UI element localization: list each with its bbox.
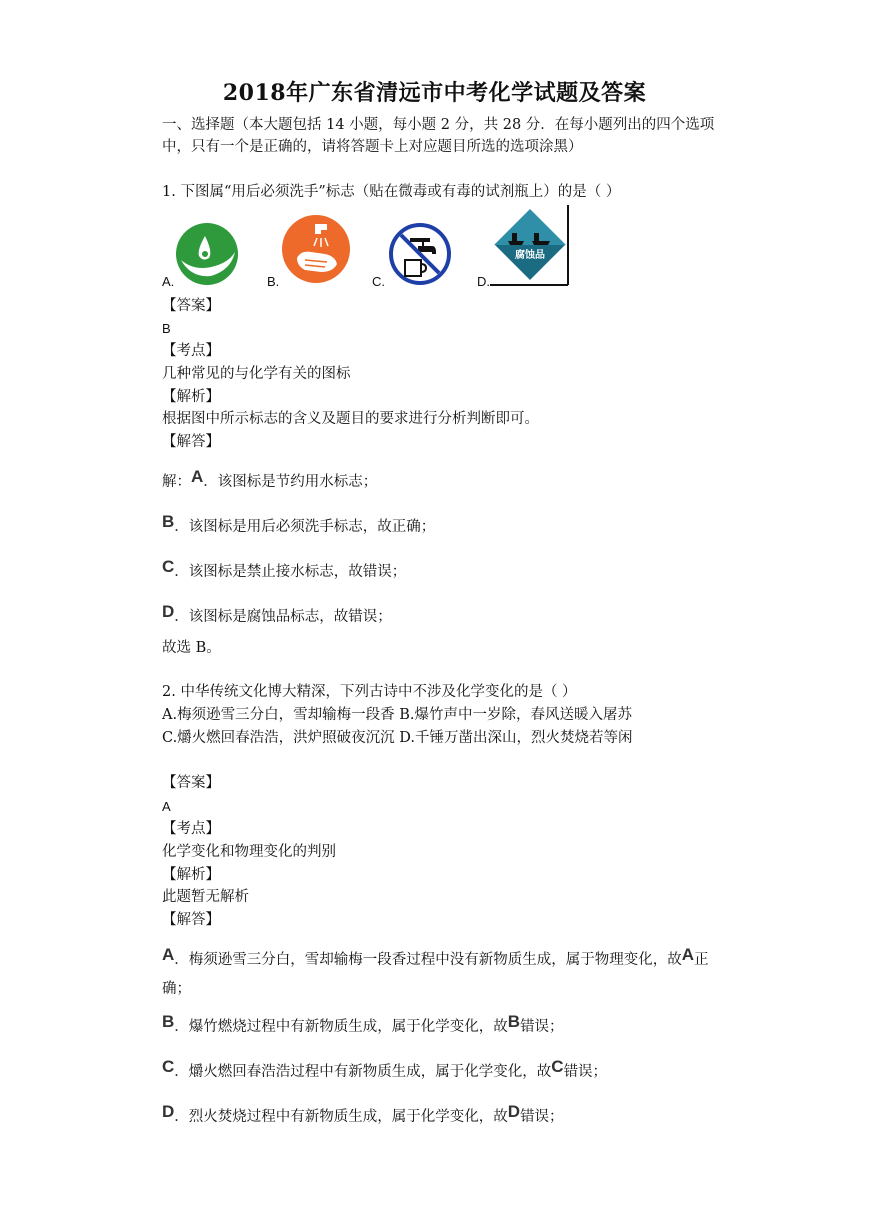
q1-option-d-label: D. — [477, 274, 490, 289]
q2-solution-d — [162, 1102, 564, 1126]
q1-sol-b-text: ．该图标是用后必须洗手标志，故正确； — [174, 519, 436, 535]
q2-sol-d-end: 错误； — [520, 1109, 564, 1125]
q2-answer-label: 【答案】 — [162, 775, 220, 791]
q1-answer: B — [162, 321, 171, 336]
q1-sol-a-text: ．该图标是节约用水标志； — [203, 474, 378, 490]
q2-point: 化学变化和物理变化的判别 — [162, 844, 336, 860]
q2-sol-b-letter-2: B — [507, 1012, 521, 1031]
q2-sol-b-end: 错误； — [520, 1019, 564, 1035]
corrosive-sign-text: 腐蚀品 — [515, 250, 545, 261]
q1-option-b-label: B. — [267, 274, 280, 289]
q2-point-label: 【考点】 — [162, 821, 220, 837]
q1-sol-d-text: ．该图标是腐蚀品标志，故错误； — [174, 609, 392, 625]
q1-solution-b — [162, 512, 436, 536]
q2-options-cd: C.爝火燃回春浩浩，洪炉照破夜沉沉 D.千锤万凿出深山，烈火焚烧若等闲 — [162, 730, 633, 746]
q2-solution-label: 【解答】 — [162, 912, 220, 928]
q1-sol-b-letter: B — [162, 512, 175, 531]
q1-sol-a-letter: A — [191, 467, 204, 486]
q2-solution-a-wrap: 确； — [162, 981, 191, 997]
q2-sol-c-letter: C — [162, 1057, 175, 1076]
q2-solution-c — [162, 1057, 608, 1081]
q1-sol-d-letter: D — [162, 602, 175, 621]
q2-solution-b — [162, 1012, 564, 1036]
q2-sol-a-text: ．梅须逊雪三分白，雪却输梅一段香过程中没有新物质生成，属于物理变化，故 — [174, 952, 682, 968]
q2-sol-d-text: ．烈火焚烧过程中有新物质生成，属于化学变化，故 — [174, 1109, 508, 1125]
q2-options-ab: A.梅须逊雪三分白，雪却输梅一段香 B.爆竹声中一岁除，春风送暖入屠苏 — [162, 707, 632, 723]
q2-answer: A — [162, 799, 171, 814]
page-title: 2018年广东省清远市中考化学试题及答案 — [222, 80, 647, 106]
water-saving-sign-icon — [175, 222, 239, 286]
q2-sol-a-letter: A — [162, 945, 175, 964]
q2-analysis: 此题暂无解析 — [162, 889, 249, 905]
q2-analysis-label: 【解析】 — [162, 867, 220, 883]
q1-point-label: 【考点】 — [162, 343, 220, 359]
section-heading-line-2: 中，只有一个是正确的，请将答题卡上对应题目所选的选项涂黑） — [162, 139, 583, 155]
question-1-stem: 1. 下图属“用后必须洗手”标志（贴在微毒或有毒的试剂瓶上）的是（ ） — [162, 184, 621, 200]
q2-sol-c-text: ．爝火燃回春浩浩过程中有新物质生成，属于化学变化，故 — [174, 1064, 552, 1080]
q1-analysis-label: 【解析】 — [162, 389, 220, 405]
q1-solution-d — [162, 602, 392, 626]
q1-answer-label: 【答案】 — [162, 298, 220, 314]
q2-sol-c-end: 错误； — [563, 1064, 608, 1080]
section-heading-line-1: 一、选择题（本大题包括 14 小题，每小题 2 分，共 28 分．在每小题列出的四个选项 — [162, 117, 715, 133]
q2-solution-a — [162, 945, 709, 969]
no-water-tap-sign-icon — [388, 222, 452, 286]
q1-sol-c-letter: C — [162, 557, 175, 576]
q1-sol-c-text: ．该图标是禁止接水标志，故错误； — [174, 564, 407, 580]
q1-analysis: 根据图中所示标志的含义及题目的要求进行分析判断即可。 — [162, 411, 539, 427]
q1-solution-c — [162, 557, 407, 581]
question-2-stem: 2. 中华传统文化博大精深，下列古诗中不涉及化学变化的是（ ） — [162, 684, 577, 700]
q1-option-c-label: C. — [372, 274, 385, 289]
q2-sol-b-letter: B — [162, 1012, 175, 1031]
corrosive-sign-icon — [490, 205, 570, 287]
q1-conclusion: 故选 B。 — [162, 640, 221, 656]
q1-solution-a — [162, 467, 378, 491]
q1-point: 几种常见的与化学有关的图标 — [162, 366, 351, 382]
q2-sol-d-letter: D — [162, 1102, 175, 1121]
q2-sol-a-end: 正 — [694, 952, 709, 968]
q2-sol-c-letter-2: C — [551, 1057, 564, 1076]
q2-sol-d-letter-2: D — [507, 1102, 521, 1121]
q1-sol-prefix: 解： — [162, 474, 191, 490]
wash-hands-sign-icon — [281, 214, 351, 284]
q1-solution-label: 【解答】 — [162, 434, 220, 450]
q2-sol-b-text: ．爆竹燃烧过程中有新物质生成，属于化学变化，故 — [174, 1019, 508, 1035]
q1-option-a-label: A. — [162, 274, 175, 289]
q2-sol-a-letter-2: A — [681, 945, 695, 964]
